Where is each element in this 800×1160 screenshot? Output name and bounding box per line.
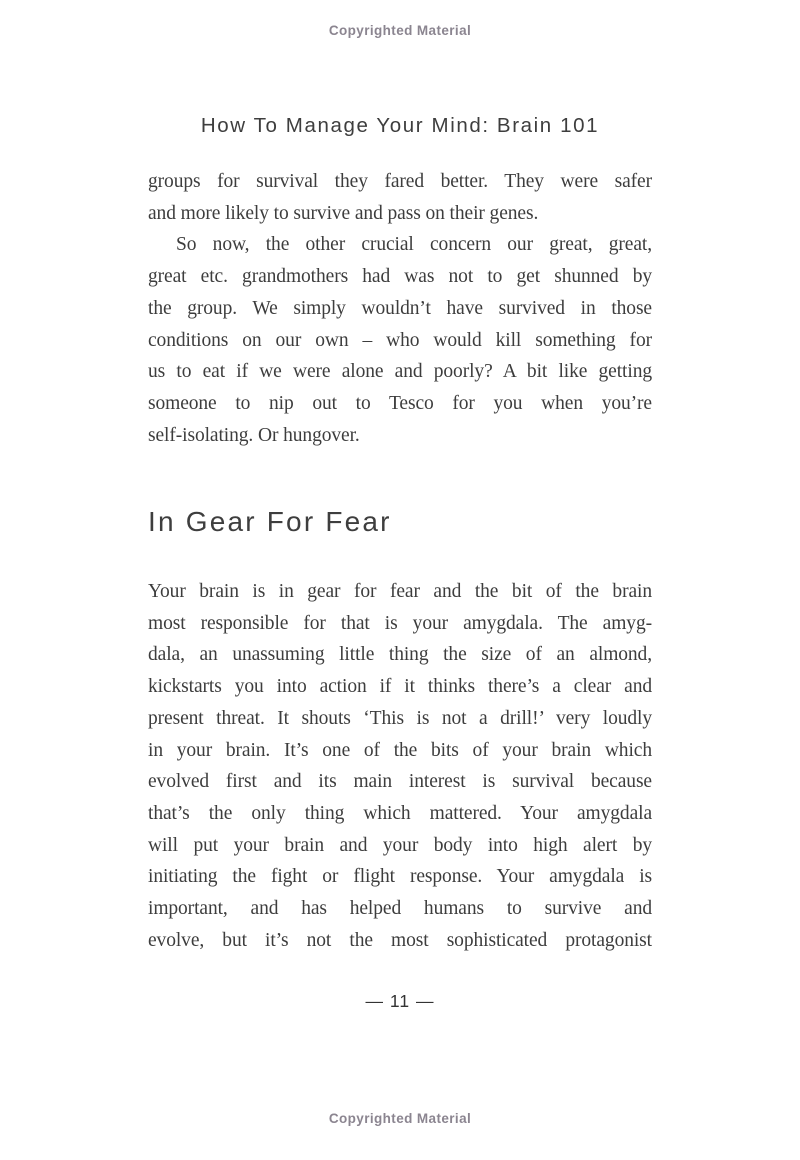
page-number: — 11 —	[365, 991, 435, 1011]
text-line: So now, the other crucial concern our great, great,	[176, 234, 652, 256]
text-line: in your brain. It’s one of the bits of your brain which	[148, 739, 652, 761]
section-heading: In Gear For Fear	[148, 506, 392, 537]
text-line: present threat. It shouts ‘This is not a drill!’ very loudly	[148, 707, 652, 729]
text-line: kickstarts you into action if it thinks there’s a clear and	[148, 676, 652, 698]
running-header: How To Manage Your Mind: Brain 101	[200, 114, 600, 137]
text-line: evolve, but it’s not the most sophisticated protagonist	[148, 929, 652, 951]
text-line: Your brain is in gear for fear and the bit of the brain	[148, 581, 652, 602]
text-line: most responsible for that is your amygdala. The amyg-	[148, 612, 652, 634]
text-line: great etc. grandmothers had was not to get shunned by	[148, 266, 652, 288]
text-line: us to eat if we were alone and poorly? A bit like getting	[148, 361, 652, 383]
text-line: dala, an unassuming little thing the size of an almond,	[148, 644, 652, 666]
text-line: that’s the only thing which mattered. Your amygdala	[148, 802, 652, 824]
text-line: important, and has helped humans to survive and	[148, 898, 652, 920]
text-line: and more likely to survive and pass on their genes.	[148, 202, 539, 224]
text-line: groups for survival they fared better. They were safer	[148, 171, 652, 192]
copyright-watermark-bottom: Copyrighted Material	[328, 1111, 472, 1126]
text-line: self-isolating. Or hungover.	[148, 424, 360, 446]
copyright-watermark-top: Copyrighted Material	[328, 23, 472, 38]
text-line: initiating the fight or flight response. Your amygdala is	[148, 866, 652, 888]
text-line: someone to nip out to Tesco for you when you’re	[148, 392, 652, 414]
text-line: evolved first and its main interest is survival because	[148, 771, 652, 793]
body-text-block-1	[148, 166, 652, 451]
text-line: will put your brain and your body into high alert by	[148, 834, 652, 856]
text-line: the group. We simply wouldn’t have survived in those	[148, 297, 652, 319]
text-line: conditions on our own – who would kill something for	[148, 329, 652, 351]
body-text-block-2	[148, 576, 652, 956]
